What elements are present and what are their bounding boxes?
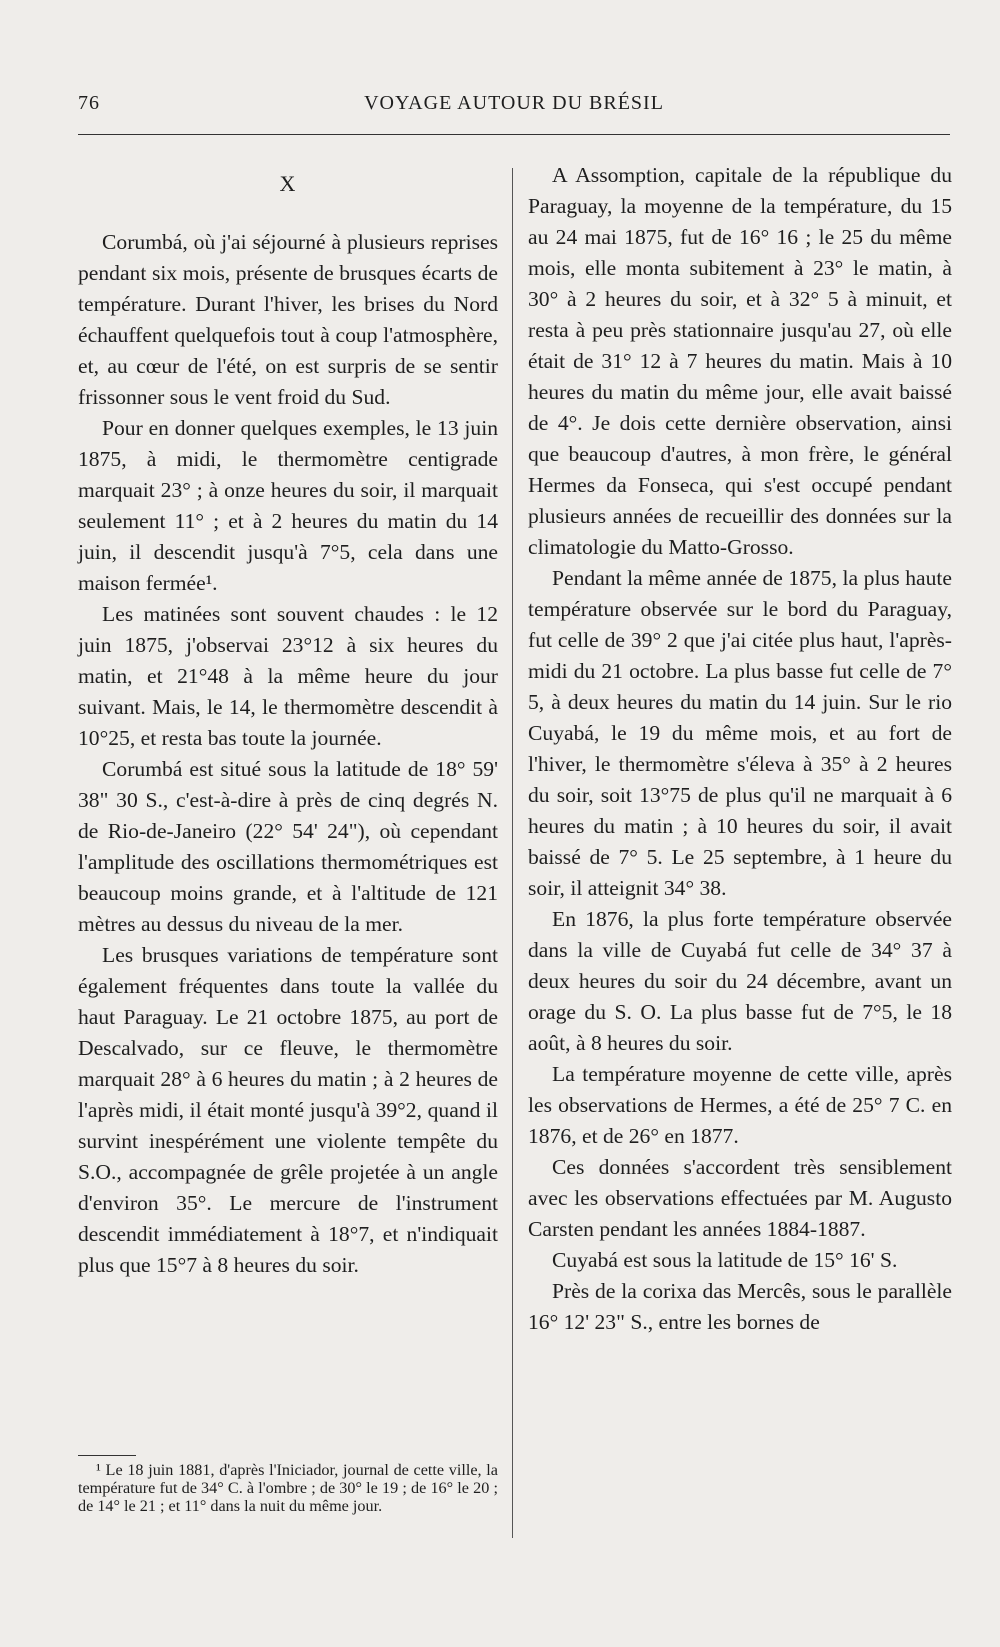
paragraph: Les brusques variations de température sont également fréquentes dans toute la vallée du haut Paraguay. Le 21 octobre 1875, au port de Descalvado, sur ce fleuve, le thermomètre marquait 28° à 6 heures du matin ; à 2 heures de l'après midi, il était monté jusqu'à 39°2, quand il survint inespérément une violente tempête du S.O., accompagnée de grêle projetée à un angle d'environ 35°. Le mercure de l'instrument descendit immédiatement à 18°7, et n'indiquait plus que 15°7 à 8 heures du soir. [78, 943, 498, 1277]
footnote [78, 1461, 498, 1515]
paragraph: Pour en donner quelques exemples, le 13 juin 1875, à midi, le thermomètre centigrade marquait 23° ; à onze heures du soir, il marquait seulement 11° ; et à 2 heures du matin du 14 juin, il descendit jusqu'à 7°5, cela dans une maison fermée¹. [78, 416, 498, 595]
paragraph: Corumbá est situé sous la latitude de 18° 59' 38" 30 S., c'est-à-dire à près de cinq degrés N. de Rio-de-Janeiro (22° 54' 24"), où cependant l'amplitude des oscillations thermométriques est beaucoup moins grande, et à l'altitude de 121 mètres au dessus du niveau de la mer. [78, 757, 498, 936]
paragraph: A Assomption, capitale de la république du Paraguay, la moyenne de la température, du 15 au 24 mai 1875, fut de 16° 16 ; le 25 du même mois, elle monta subitement à 23° le matin, à 30° à 2 heures du soir, et à 32° 5 à minuit, et resta à peu près stationnaire jusqu'au 27, où elle était de 31° 12 à 7 heures du matin. Mais à 10 heures du matin du même jour, elle avait baissé de 4°. Je dois cette dernière observation, ainsi que beaucoup d'autres, à mon frère, le général Hermes da Fonseca, qui s'est occupé pendant plusieurs années de recueillir des données sur la climatologie du Matto-Grosso. [528, 163, 952, 559]
paragraph: Corumbá, où j'ai séjourné à plusieurs reprises pendant six mois, présente de brusques écarts de température. Durant l'hiver, les brises du Nord échauffent quelquefois tout à coup l'atmosphère, et, au cœur de l'été, on est surpris de se sentir frissonner sous le vent froid du Sud. [78, 230, 498, 409]
paragraph: Près de la corixa das Mercês, sous le parallèle 16° 12' 23" S., entre les bornes de [528, 1279, 952, 1334]
column-divider [512, 168, 513, 1538]
paragraph: Cuyabá est sous la latitude de 15° 16' S. [552, 1248, 898, 1272]
paragraph: La température moyenne de cette ville, après les observations de Hermes, a été de 25° 7 C. en 1876, et de 26° en 1877. [528, 1062, 952, 1148]
right-column [528, 160, 952, 1338]
section-heading: X [279, 171, 297, 196]
paragraph: Pendant la même année de 1875, la plus haute température observée sur le bord du Paraguay, fut celle de 39° 2 que j'ai citée plus haut, l'après-midi du 21 octobre. La plus basse fut celle de 7° 5, à deux heures du matin du 14 juin. Sur le rio Cuyabá, le 19 du même mois, et au fort de l'hiver, le thermomètre s'éleva à 35° à 2 heures du soir, soit 13°75 de plus qu'il ne marquait à 6 heures du matin ; à 10 heures du soir, il avait baissé de 7° 5. Le 25 septembre, à 1 heure du soir, il atteignit 34° 38. [528, 566, 952, 900]
paragraph: En 1876, la plus forte température observée dans la ville de Cuyabá fut celle de 34° 37 à deux heures du soir du 24 décembre, avant un orage du S. O. La plus basse fut de 7°5, le 18 août, à 8 heures du soir. [528, 907, 952, 1055]
paragraph: Ces données s'accordent très sensiblement avec les observations effectuées par M. Augusto Carsten pendant les années 1884-1887. [528, 1155, 952, 1241]
footnote-rule [78, 1455, 136, 1456]
paragraph: Les matinées sont souvent chaudes : le 12 juin 1875, j'observai 23°12 à six heures du matin, et 21°48 à la même heure du jour suivant. Mais, le 14, le thermomètre descendit à 10°25, et resta bas toute la journée. [78, 602, 498, 750]
page-header [78, 92, 950, 122]
running-title: VOYAGE AUTOUR DU BRÉSIL [364, 92, 664, 114]
header-rule [78, 134, 950, 135]
footnote-text: ¹ Le 18 juin 1881, d'après l'Iniciador, journal de cette ville, la température fut de 34° C. à l'ombre ; de 30° le 19 ; de 16° le 20 ; de 14° le 21 ; et 11° dans la nuit du même jour. [78, 1461, 498, 1515]
left-column [78, 160, 498, 1281]
page-number: 76 [78, 92, 100, 114]
